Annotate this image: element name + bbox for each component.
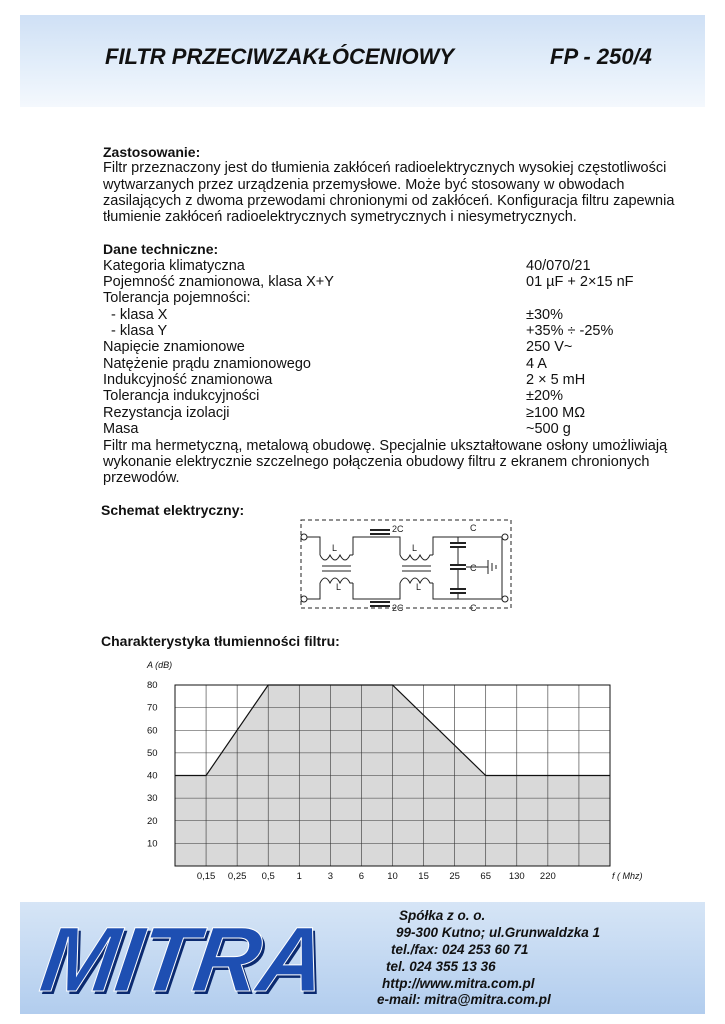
spec-label: Rezystancja izolacji <box>103 405 230 421</box>
company-website: http://www.mitra.com.pl <box>382 976 535 991</box>
x-tick-label: 25 <box>449 871 460 882</box>
x-tick-label: 0,5 <box>261 871 275 882</box>
spec-label: Tolerancja indukcyjności <box>103 388 260 404</box>
spec-value: ≥100 MΩ <box>526 405 586 421</box>
enclosure-border <box>301 520 511 608</box>
spec-row <box>103 372 663 388</box>
attenuation-chart <box>135 655 655 890</box>
spec-label: Indukcyjność znamionowa <box>103 372 273 388</box>
y-tick-label: 40 <box>147 770 158 782</box>
spec-label: - klasa Y <box>103 323 168 339</box>
spec-label: - klasa X <box>103 307 168 323</box>
y-axis-label: A (dB) <box>147 660 173 670</box>
company-tel: tel. 024 355 13 36 <box>386 959 496 974</box>
spec-row <box>103 356 663 372</box>
spec-value: 2 × 5 mH <box>526 372 586 388</box>
spec-row <box>103 290 663 306</box>
terminal-out-top <box>502 534 508 540</box>
spec-value: 01 µF + 2×15 nF <box>526 274 634 290</box>
y-tick-label: 60 <box>147 725 158 737</box>
technical-heading: Dane techniczne: <box>103 241 219 257</box>
spec-row <box>103 258 663 274</box>
x-tick-label: 3 <box>327 871 334 882</box>
spec-row <box>103 307 663 323</box>
inductor-label: L <box>416 582 422 592</box>
spec-row <box>103 405 663 421</box>
spec-label: Pojemność znamionowa, klasa X+Y <box>103 274 334 290</box>
product-title: FILTR PRZECIWZAKŁÓCENIOWY <box>105 44 455 69</box>
y-tick-label: 20 <box>147 815 158 827</box>
company-email: e-mail: mitra@mitra.com.pl <box>377 992 551 1007</box>
y-tick-label: 10 <box>147 838 158 850</box>
application-line: tłumienie zakłóceń radioelektrycznych symetrycznych i niesymetrycznych. <box>103 209 577 225</box>
page-header <box>20 15 705 107</box>
spec-row <box>103 274 663 290</box>
spec-value: 250 V~ <box>526 339 573 355</box>
application-heading: Zastosowanie: <box>103 144 201 160</box>
company-telfax: tel./fax: 024 253 60 71 <box>391 942 529 957</box>
spec-value: ±20% <box>526 388 563 404</box>
schematic-diagram <box>290 515 520 615</box>
x-tick-label: 0,25 <box>227 871 247 882</box>
terminal-in-top <box>301 534 307 540</box>
y-tick-label: 70 <box>147 702 158 714</box>
spec-row <box>103 339 663 355</box>
schematic-heading: Schemat elektryczny: <box>101 502 245 518</box>
spec-label: Kategoria klimatyczna <box>103 258 245 274</box>
note-line: Filtr ma hermetyczną, metalową obudowę. Specjalnie ukształtowane osłony umożliwiają <box>103 438 668 454</box>
x-tick-label: 6 <box>358 871 365 882</box>
y-tick-label: 50 <box>147 747 158 759</box>
x-tick-label: 10 <box>387 871 398 882</box>
terminal-out-bottom <box>502 596 508 602</box>
spec-value: +35% ÷ -25% <box>526 323 614 339</box>
x-tick-label: 220 <box>539 871 556 882</box>
spec-row <box>103 421 663 437</box>
application-line: zasilających z dwoma przewodami chronionymi od zakłóceń. Konfiguracja filtru zapewnia <box>103 193 675 209</box>
spec-value: 4 A <box>526 356 547 372</box>
note-line: przewodów. <box>103 470 180 486</box>
x-tick-label: 0,15 <box>196 871 216 882</box>
x-tick-label: 15 <box>418 871 429 882</box>
x-axis-label: f ( Mhz) <box>612 871 643 881</box>
application-line: wytwarzanych przez urządzenia przemysłowe. Może być stosowany w obwodach <box>103 177 625 193</box>
spec-label: Napięcie znamionowe <box>103 339 245 355</box>
spec-value: 40/070/21 <box>526 258 591 274</box>
spec-label: Masa <box>103 421 139 437</box>
company-name: Spółka z o. o. <box>399 908 486 923</box>
inductor-label: L <box>336 582 342 592</box>
y-tick-label: 30 <box>147 793 158 805</box>
inductor-label: L <box>332 543 338 553</box>
application-line: Filtr przeznaczony jest do tłumienia zakłóceń radioelektrycznych wysokiej częstotliwości <box>103 160 667 176</box>
capacitor-label: 2C <box>392 524 404 534</box>
spec-value: ~500 g <box>526 421 571 437</box>
terminal-in-bottom <box>301 596 307 602</box>
spec-row <box>103 388 663 404</box>
x-tick-label: 1 <box>296 871 302 882</box>
spec-label: Natężenie prądu znamionowego <box>103 356 311 372</box>
x-tick-label: 130 <box>508 871 525 882</box>
chart-heading: Charakterystyka tłumienności filtru: <box>101 633 340 649</box>
capacitor-label: C <box>470 603 477 613</box>
page-footer <box>20 902 705 1014</box>
capacitor-label: C <box>470 523 477 533</box>
y-tick-label: 80 <box>147 680 158 691</box>
capacitor-label: C <box>470 563 477 573</box>
inductor-label: L <box>412 543 418 553</box>
x-tick-label: 65 <box>480 871 492 882</box>
company-logo: MITRA <box>34 909 331 1011</box>
model-number: FP - 250/4 <box>550 44 652 69</box>
capacitor-label: 2C <box>392 603 404 613</box>
inductor-coil <box>400 555 433 560</box>
note-line: wykonanie elektrycznie szczelnego połączenia obudowy filtru z ekranem chronionych <box>103 454 650 470</box>
spec-label: Tolerancja pojemności: <box>103 290 251 306</box>
company-address: 99-300 Kutno; ul.Grunwaldzka 1 <box>396 925 601 940</box>
spec-row <box>103 323 663 339</box>
inductor-coil <box>320 555 353 560</box>
spec-value: ±30% <box>526 307 563 323</box>
